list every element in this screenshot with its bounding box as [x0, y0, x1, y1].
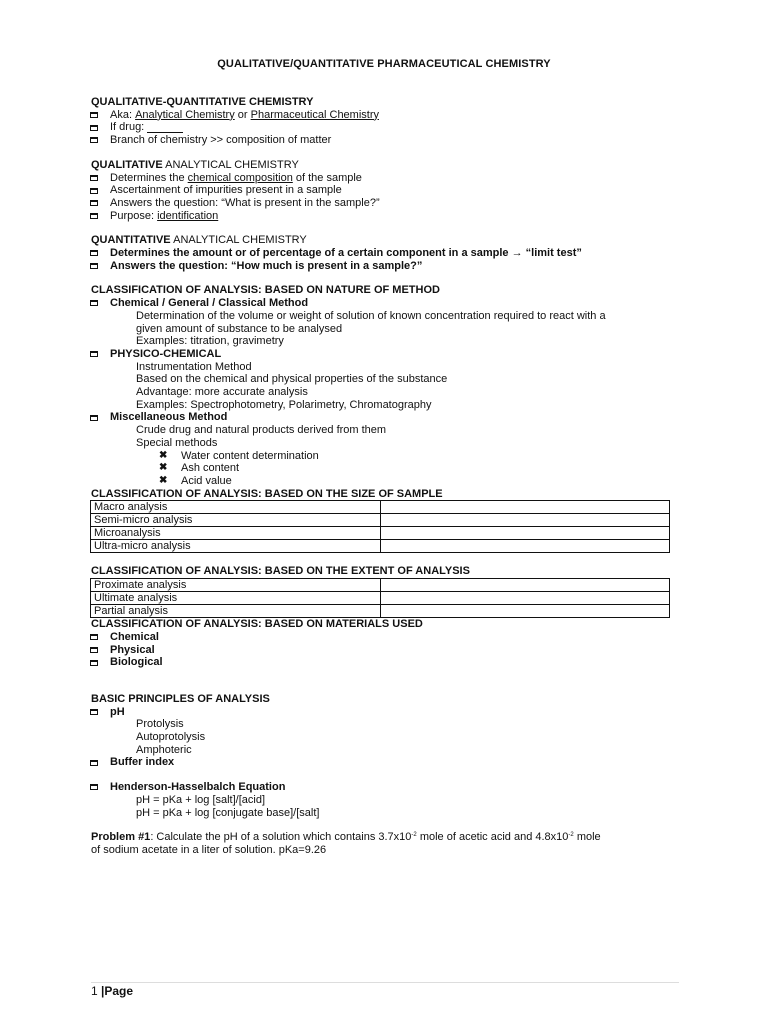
text-line: Examples: Spectrophotometry, Polarimetry, Chromatography: [136, 398, 432, 411]
list-item: Determines the chemical composition of the sample: [90, 172, 691, 185]
text-line: Special methods: [136, 436, 218, 449]
footer-divider: [91, 982, 679, 983]
list-item: Answers the question: “What is present in the sample?”: [90, 197, 691, 210]
table-row: Partial analysis: [91, 605, 670, 618]
list-item: Biological: [90, 656, 691, 669]
page-footer: 1 |Page: [91, 984, 134, 998]
x-mark-icon: ✖: [159, 462, 168, 474]
text-line: Autoprotolysis: [136, 731, 206, 744]
section-size-of-sample: [91, 488, 691, 554]
checkbox-icon: [90, 188, 98, 194]
section-qual-quant: [91, 96, 691, 147]
section-heading: CLASSIFICATION OF ANALYSIS: BASED ON THE SIZE OF SAMPLE: [91, 487, 443, 500]
text-line: Examples: titration, gravimetry: [136, 335, 284, 348]
x-mark-icon: ✖: [159, 449, 168, 461]
text-line: Based on the chemical and physical properties of the substance: [136, 373, 448, 386]
list-item: Henderson-Hasselbalch Equation: [90, 781, 691, 794]
document-title: QUALITATIVE/QUANTITATIVE PHARMACEUTICAL CHEMISTRY: [217, 58, 551, 70]
checkbox-icon: [90, 784, 98, 790]
text-line: Determination of the volume or weight of solution of known concentration required to react with a: [136, 309, 606, 322]
section-qualitative: [91, 159, 691, 223]
section-quantitative: [91, 234, 691, 272]
equation: pH = pKa + log [salt]/[acid]: [136, 793, 266, 806]
section-materials-used: [91, 618, 691, 669]
size-of-sample-table: [90, 500, 670, 553]
text-line: Advantage: more accurate analysis: [136, 386, 308, 399]
checkbox-icon: [90, 709, 98, 715]
checkbox-icon: [90, 634, 98, 640]
checkbox-icon: [90, 415, 98, 421]
table-row: Macro analysis: [91, 501, 670, 514]
x-mark-icon: ✖: [159, 474, 168, 486]
section-heading: CLASSIFICATION OF ANALYSIS: BASED ON MATERIALS USED: [91, 618, 423, 631]
sub-list-item: ✖ Acid value: [159, 474, 232, 487]
table-row: Proximate analysis: [91, 579, 670, 592]
section-heading: CLASSIFICATION OF ANALYSIS: BASED ON NATURE OF METHOD: [91, 284, 440, 297]
list-item: Miscellaneous Method: [90, 411, 691, 424]
list-item: Physical: [90, 644, 691, 657]
list-item: PHYSICO-CHEMICAL: [90, 348, 691, 361]
table-row: Microanalysis: [91, 527, 670, 540]
list-item: pH: [90, 706, 691, 719]
list-item-branch: Branch of chemistry >> composition of matter: [90, 134, 691, 147]
list-item: Determines the amount or of percentage of a certain component in a sample → “limit test”: [90, 247, 691, 260]
checkbox-icon: [90, 137, 98, 143]
sub-list-item: ✖ Water content determination: [159, 449, 319, 462]
section-heading: BASIC PRINCIPLES OF ANALYSIS: [91, 692, 270, 705]
checkbox-icon: [90, 300, 98, 306]
list-item-if-drug: If drug:: [90, 121, 691, 134]
list-item-aka: Aka: Analytical Chemistry or Pharmaceutical Chemistry: [90, 109, 691, 122]
checkbox-icon: [90, 250, 98, 256]
checkbox-icon: [90, 125, 98, 131]
document-body: [91, 96, 691, 857]
checkbox-icon: [90, 351, 98, 357]
checkbox-icon: [90, 200, 98, 206]
list-item: Purpose: identification: [90, 210, 691, 223]
section-extent-of-analysis: [91, 565, 691, 618]
checkbox-icon: [90, 263, 98, 269]
problem-1: Problem #1: Calculate the pH of a solution which contains $3.7x10^{-2}$ mole of acetic acid and $4.8x10^{-2}$ mole of sodium acetate in a liter of solution. pKa=9.26: [91, 831, 601, 856]
checkbox-icon: [90, 175, 98, 181]
checkbox-icon: [90, 660, 98, 666]
list-item: Answers the question: “How much is present in a sample?”: [90, 260, 691, 273]
text-line: given amount of substance to be analysed: [136, 322, 343, 335]
checkbox-icon: [90, 112, 98, 118]
blank-line: [147, 122, 183, 133]
checkbox-icon: [90, 647, 98, 653]
sub-list-item: ✖ Ash content: [159, 462, 240, 475]
extent-of-analysis-table: [90, 578, 670, 618]
section-nature-of-method: [91, 284, 691, 487]
table-row: Semi-micro analysis: [91, 514, 670, 527]
section-heading: QUANTITATIVE ANALYTICAL CHEMISTRY: [91, 234, 307, 247]
table-row: Ultimate analysis: [91, 592, 670, 605]
text-line: Instrumentation Method: [136, 360, 252, 373]
section-heading: CLASSIFICATION OF ANALYSIS: BASED ON THE EXTENT OF ANALYSIS: [91, 565, 470, 578]
text-line: Amphoteric: [136, 743, 192, 756]
table-row: Ultra-micro analysis: [91, 540, 670, 553]
list-item: Chemical: [90, 631, 691, 644]
section-heading: QUALITATIVE ANALYTICAL CHEMISTRY: [91, 158, 299, 171]
equation: pH = pKa + log [conjugate base]/[salt]: [136, 806, 320, 819]
section-heading: QUALITATIVE-QUANTITATIVE CHEMISTRY: [91, 96, 314, 108]
checkbox-icon: [90, 760, 98, 766]
section-basic-principles: [91, 693, 691, 819]
checkbox-icon: [90, 213, 98, 219]
text-line: Protolysis: [136, 718, 184, 731]
list-item: Buffer index: [90, 756, 691, 769]
list-item: Chemical / General / Classical Method: [90, 297, 691, 310]
list-item: Ascertainment of impurities present in a sample: [90, 184, 691, 197]
text-line: Crude drug and natural products derived from them: [136, 424, 387, 437]
